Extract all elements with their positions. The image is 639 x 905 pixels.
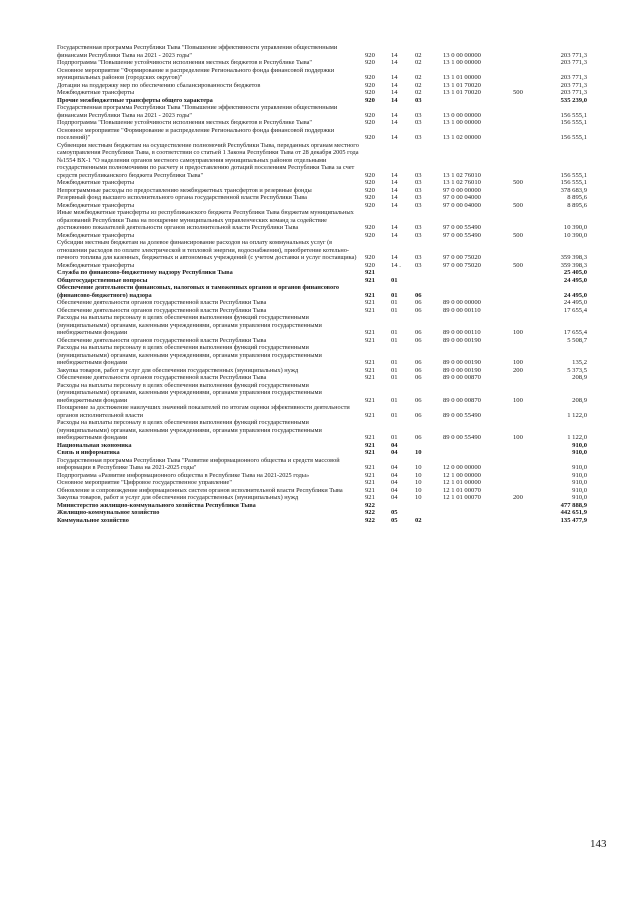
section-code: 01 bbox=[391, 396, 398, 404]
dept-code: 921 bbox=[365, 494, 375, 501]
subsection-code: 03 bbox=[415, 119, 422, 126]
dept-code: 921 bbox=[365, 486, 375, 494]
table-row bbox=[57, 67, 597, 82]
table-row bbox=[57, 59, 597, 67]
section-code: 05 bbox=[391, 516, 398, 524]
table-row bbox=[57, 419, 597, 442]
section-code: 14 bbox=[391, 51, 398, 59]
section-code: 14 bbox=[391, 231, 398, 239]
subsection-code: 02 bbox=[415, 74, 422, 81]
subsection-code: 06 bbox=[415, 396, 422, 404]
table-row bbox=[57, 502, 597, 510]
row-description: Прочие межбюджетные трансферты общего характера bbox=[57, 96, 213, 104]
section-code: 05 bbox=[391, 509, 398, 516]
dept-code: 920 bbox=[365, 81, 375, 89]
target-article-code: 97 0 00 00000 bbox=[443, 186, 481, 194]
section-code: 01 bbox=[391, 434, 398, 441]
target-article-code: 97 0 00 04000 bbox=[443, 201, 481, 209]
target-article-code: 12 1 00 00000 bbox=[443, 471, 481, 479]
target-article-code: 89 0 00 00190 bbox=[443, 366, 481, 374]
amount: 1 122,0 bbox=[567, 434, 587, 441]
subsection-code: 03 bbox=[415, 179, 422, 186]
section-code: 14 bbox=[391, 254, 398, 261]
subsection-code: 06 bbox=[415, 366, 422, 374]
row-description: Иные межбюджетные трансферты из республиканского бюджета Республики Тыва бюджетам муниципальных образований Республики Тыва на поощрение муниципальных управленческих команд за содействие достижению показателей деятельности органов исполнительной власти Республики Тыва bbox=[57, 209, 354, 231]
dept-code: 920 bbox=[365, 89, 375, 96]
table-row bbox=[57, 344, 597, 367]
expense-type-code: 200 bbox=[513, 366, 523, 374]
section-code: 14 bbox=[391, 81, 398, 89]
target-article-code: 13 1 00 00000 bbox=[443, 119, 481, 126]
amount: 1 122,0 bbox=[567, 411, 587, 419]
dept-code: 921 bbox=[365, 434, 375, 441]
dept-code: 921 bbox=[365, 374, 375, 381]
target-article-code: 89 0 00 00870 bbox=[443, 396, 481, 404]
section-code: 04 bbox=[391, 494, 398, 501]
dept-code: 922 bbox=[365, 509, 375, 516]
amount: 359 398,3 bbox=[560, 254, 587, 261]
table-row bbox=[57, 82, 597, 90]
section-code: 04 bbox=[391, 464, 398, 471]
row-description: Межбюджетные трансферты bbox=[57, 89, 135, 96]
target-article-code: 89 0 00 00110 bbox=[443, 306, 481, 314]
row-description: Государственная программа Республики Тыва "Повышение эффективности управления общественными финансами Республики Тыва на 2021 - 2023 годы" bbox=[57, 44, 338, 59]
table-row bbox=[57, 517, 597, 525]
amount: 203 771,3 bbox=[560, 81, 587, 89]
row-description: Расходы на выплаты персоналу в целях обеспечения выполнения функций государственными (муниципальными) органами, казенными учреждениями, органами управления государственными внебюджетными фондами bbox=[57, 419, 322, 441]
row-description: Служба по финансово-бюджетному надзору Республики Тыва bbox=[57, 269, 233, 276]
target-article-code: 12 1 01 00000 bbox=[443, 479, 481, 486]
table-row bbox=[57, 142, 597, 180]
target-article-code: 12 1 01 00070 bbox=[443, 494, 481, 501]
table-row bbox=[57, 367, 597, 375]
dept-code: 920 bbox=[365, 59, 375, 66]
subsection-code: 06 bbox=[415, 359, 422, 366]
dept-code: 922 bbox=[365, 501, 375, 509]
target-article-code: 89 0 00 00190 bbox=[443, 359, 481, 366]
table-row bbox=[57, 44, 597, 59]
section-code: 14 bbox=[391, 74, 398, 81]
subsection-code: 06 bbox=[415, 336, 422, 344]
table-row bbox=[57, 194, 597, 202]
section-code: 01 bbox=[391, 366, 398, 374]
row-description: Закупка товаров, работ и услуг для обеспечения государственных (муниципальных) нужд bbox=[57, 366, 299, 374]
dept-code: 920 bbox=[365, 51, 375, 59]
dept-code: 920 bbox=[365, 111, 375, 119]
section-code: 01 bbox=[391, 336, 398, 344]
target-article-code: 97 0 00 75020 bbox=[443, 261, 481, 269]
dept-code: 920 bbox=[365, 194, 375, 201]
row-description: Обеспечение деятельности органов государственной власти Республики Тыва bbox=[57, 336, 267, 344]
dept-code: 921 bbox=[365, 269, 375, 276]
section-code: 04 bbox=[391, 441, 398, 449]
row-description: Связь и информатика bbox=[57, 449, 120, 456]
dept-code: 921 bbox=[365, 441, 375, 449]
target-article-code: 13 1 01 70020 bbox=[443, 81, 481, 89]
section-code: 04 bbox=[391, 479, 398, 486]
dept-code: 921 bbox=[365, 306, 375, 314]
amount: 535 239,0 bbox=[560, 96, 587, 104]
dept-code: 920 bbox=[365, 261, 375, 269]
subsection-code: 06 bbox=[415, 329, 422, 336]
target-article-code: 97 0 00 55490 bbox=[443, 231, 481, 239]
section-code: 04 bbox=[391, 486, 398, 494]
subsection-code: 10 bbox=[415, 449, 422, 456]
row-description: Коммунальное хозяйство bbox=[57, 516, 129, 524]
amount: 156 555,1 bbox=[560, 134, 587, 141]
dept-code: 920 bbox=[365, 254, 375, 261]
row-description: Субвенции местным бюджетам на осуществление полномочий Республики Тыва, переданных органам местного самоуправления Республики Тыва, в соответствии со статьей 1 Закона Республики Тыва от 28 декабря 2005 года №1554 ВХ-1 "О наделении органов местного самоуправления муниципальных районов отдельными государственными полномочиями по расчету и предоставлению дотаций поселениям Республики Тыва за счет средств республиканского бюджета Республики Тыва" bbox=[57, 141, 359, 179]
table-row bbox=[57, 262, 597, 270]
expense-type-code: 100 bbox=[513, 359, 523, 366]
dept-code: 920 bbox=[365, 224, 375, 231]
table-row bbox=[57, 382, 597, 405]
row-description: Основное мероприятие "Формирование и распределение Регионального фонда финансовой поддержки муниципальных районов (городских округов)" bbox=[57, 66, 335, 81]
section-code: 14 bbox=[391, 179, 398, 186]
subsection-code: 02 bbox=[415, 516, 422, 524]
section-code: 04 bbox=[391, 449, 398, 456]
subsection-code: 10 bbox=[415, 494, 422, 501]
table-row bbox=[57, 457, 597, 472]
table-row bbox=[57, 509, 597, 517]
section-code: 04 bbox=[391, 471, 398, 479]
table-row bbox=[57, 449, 597, 457]
dept-code: 921 bbox=[365, 291, 375, 299]
row-description: Межбюджетные трансферты bbox=[57, 261, 135, 269]
subsection-code: 02 bbox=[415, 59, 422, 66]
section-code: 14 bbox=[391, 134, 398, 141]
dept-code: 921 bbox=[365, 299, 375, 306]
expense-type-code: 500 bbox=[513, 201, 523, 209]
table-row bbox=[57, 187, 597, 195]
row-description: Резервный фонд высшего исполнительного органа государственной власти Республики Тыва bbox=[57, 194, 307, 201]
table-row bbox=[57, 442, 597, 450]
section-code: 01 bbox=[391, 306, 398, 314]
table-row bbox=[57, 299, 597, 307]
section-code: 14 . bbox=[391, 261, 401, 269]
table-row bbox=[57, 472, 597, 480]
target-article-code: 13 1 01 00000 bbox=[443, 74, 481, 81]
table-row bbox=[57, 179, 597, 187]
row-description: Обеспечение деятельности органов государственной власти Республики Тыва bbox=[57, 299, 267, 306]
row-description: Межбюджетные трансферты bbox=[57, 201, 135, 209]
dept-code: 920 bbox=[365, 186, 375, 194]
amount: 17 655,4 bbox=[563, 306, 587, 314]
amount: 442 651,9 bbox=[560, 509, 587, 516]
amount: 156 555,1 bbox=[560, 171, 587, 179]
amount: 910,0 bbox=[572, 449, 587, 456]
expense-type-code: 500 bbox=[513, 261, 523, 269]
row-description: Министерство жилищно-коммунального хозяйства Республики Тыва bbox=[57, 501, 256, 509]
amount: 378 683,9 bbox=[560, 186, 587, 194]
dept-code: 921 bbox=[365, 479, 375, 486]
subsection-code: 06 bbox=[415, 306, 422, 314]
section-code: 14 bbox=[391, 59, 398, 66]
subsection-code: 02 bbox=[415, 51, 422, 59]
amount: 5 508,7 bbox=[567, 336, 587, 344]
dept-code: 921 bbox=[365, 411, 375, 419]
subsection-code: 10 bbox=[415, 479, 422, 486]
table-row bbox=[57, 277, 597, 285]
subsection-code: 03 bbox=[415, 254, 422, 261]
expense-type-code: 100 bbox=[513, 329, 523, 336]
subsection-code: 03 bbox=[415, 96, 422, 104]
table-row bbox=[57, 209, 597, 232]
table-row bbox=[57, 487, 597, 495]
target-article-code: 89 0 00 00000 bbox=[443, 299, 481, 306]
row-description: Расходы на выплаты персоналу в целях обеспечения выполнения функций государственными (муниципальными) органами, казенными учреждениями, органами управления государственными внебюджетными фондами bbox=[57, 314, 322, 336]
row-description: Подпрограмма «Развитие информационного общества в Республике Тыва на 2021-2025 годы» bbox=[57, 471, 310, 479]
row-description: Расходы на выплаты персоналу в целях обеспечения выполнения функций государственными (муниципальными) органами, казенными учреждениями, органами управления государственными внебюджетными фондами bbox=[57, 381, 322, 404]
target-article-code: 12 1 01 00070 bbox=[443, 486, 481, 494]
amount: 203 771,3 bbox=[560, 89, 587, 96]
amount: 156 555,1 bbox=[560, 111, 587, 119]
subsection-code: 10 bbox=[415, 464, 422, 471]
row-description: Обновление и сопровождение информационных систем органов исполнительной власти Республики Тыва bbox=[57, 486, 343, 494]
subsection-code: 03 bbox=[415, 201, 422, 209]
target-article-code: 13 1 00 00000 bbox=[443, 59, 481, 66]
subsection-code: 02 bbox=[415, 89, 422, 96]
row-description: Межбюджетные трансферты bbox=[57, 231, 135, 239]
subsection-code: 03 bbox=[415, 171, 422, 179]
dept-code: 921 bbox=[365, 366, 375, 374]
dept-code: 921 bbox=[365, 464, 375, 471]
row-description: Национальная экономика bbox=[57, 441, 132, 449]
amount: 135 477,9 bbox=[560, 516, 587, 524]
table-row bbox=[57, 494, 597, 502]
subsection-code: 10 bbox=[415, 471, 422, 479]
section-code: 01 bbox=[391, 374, 398, 381]
row-description: Дотации на поддержку мер по обеспечению сбалансированности бюджетов bbox=[57, 81, 261, 89]
amount: 208,9 bbox=[572, 374, 587, 381]
section-code: 14 bbox=[391, 119, 398, 126]
expense-type-code: 100 bbox=[513, 434, 523, 441]
amount: 24 495,0 bbox=[563, 291, 587, 299]
row-description: Основное мероприятие "Формирование и распределение Регионального фонда финансовой поддержки поселений)" bbox=[57, 126, 335, 141]
amount: 910,0 bbox=[572, 486, 587, 494]
table-row bbox=[57, 232, 597, 240]
target-article-code: 13 0 00 00000 bbox=[443, 111, 481, 119]
row-description: Общегосударственные вопросы bbox=[57, 276, 148, 284]
target-article-code: 13 1 02 00000 bbox=[443, 134, 481, 141]
section-code: 14 bbox=[391, 111, 398, 119]
dept-code: 920 bbox=[365, 74, 375, 81]
amount: 910,0 bbox=[572, 441, 587, 449]
dept-code: 920 bbox=[365, 134, 375, 141]
page-number: 143 bbox=[590, 838, 607, 850]
dept-code: 922 bbox=[365, 516, 375, 524]
dept-code: 920 bbox=[365, 171, 375, 179]
target-article-code: 97 0 00 55490 bbox=[443, 224, 481, 231]
section-code: 14 bbox=[391, 201, 398, 209]
amount: 135,2 bbox=[572, 359, 587, 366]
dept-code: 921 bbox=[365, 276, 375, 284]
row-description: Поощрение за достижение наилучших значений показателей по итогам оценки эффективности деятельности органов исполнительной власти bbox=[57, 404, 350, 419]
table-row bbox=[57, 269, 597, 277]
row-description: Основное мероприятие "Цифровое государственное управление" bbox=[57, 479, 232, 486]
dept-code: 921 bbox=[365, 359, 375, 366]
expense-type-code: 200 bbox=[513, 494, 523, 501]
section-code: 14 bbox=[391, 224, 398, 231]
subsection-code: 06 bbox=[415, 434, 422, 441]
amount: 208,9 bbox=[572, 396, 587, 404]
target-article-code: 13 1 02 76010 bbox=[443, 179, 481, 186]
row-description: Расходы на выплаты персоналу в целях обеспечения выполнения функций государственными (муниципальными) органами, казенными учреждениями, органами управления государственными внебюджетными фондами bbox=[57, 344, 322, 366]
section-code: 01 bbox=[391, 411, 398, 419]
amount: 24 495,0 bbox=[563, 299, 587, 306]
table-row bbox=[57, 337, 597, 345]
section-code: 01 bbox=[391, 291, 398, 299]
subsection-code: 03 bbox=[415, 224, 422, 231]
table-row bbox=[57, 89, 597, 97]
expense-type-code: 500 bbox=[513, 231, 523, 239]
amount: 203 771,3 bbox=[560, 59, 587, 66]
amount: 910,0 bbox=[572, 464, 587, 471]
subsection-code: 03 bbox=[415, 186, 422, 194]
section-code: 14 bbox=[391, 89, 398, 96]
table-row bbox=[57, 374, 597, 382]
section-code: 01 bbox=[391, 276, 398, 284]
row-description: Закупка товаров, работ и услуг для обеспечения государственных (муниципальных) нужд bbox=[57, 494, 299, 501]
dept-code: 920 bbox=[365, 201, 375, 209]
amount: 25 405,0 bbox=[563, 269, 587, 276]
subsection-code: 06 bbox=[415, 411, 422, 419]
table-row bbox=[57, 307, 597, 315]
section-code: 14 bbox=[391, 194, 398, 201]
section-code: 14 bbox=[391, 186, 398, 194]
table-row bbox=[57, 127, 597, 142]
target-article-code: 89 0 00 00190 bbox=[443, 336, 481, 344]
target-article-code: 89 0 00 55490 bbox=[443, 434, 481, 441]
amount: 8 895,6 bbox=[567, 194, 587, 201]
target-article-code: 13 1 01 70020 bbox=[443, 89, 481, 96]
row-description: Подпрограмма "Повышение устойчивости исполнения местных бюджетов в Республике Тыва" bbox=[57, 59, 312, 66]
target-article-code: 12 0 00 00000 bbox=[443, 464, 481, 471]
row-description: Обеспечение деятельности финансовых, налоговых и таможенных органов и органов финансового (финансово-бюджетного) надзора bbox=[57, 284, 340, 299]
target-article-code: 13 0 00 00000 bbox=[443, 51, 481, 59]
target-article-code: 97 0 00 04000 bbox=[443, 194, 481, 201]
target-article-code: 97 0 00 75020 bbox=[443, 254, 481, 261]
expense-type-code: 500 bbox=[513, 89, 523, 96]
row-description: Субсидии местным бюджетам на долевое финансирование расходов на оплату коммунальных услуг (в отношении расходов по оплате электрической и тепловой энергии, водоснабжения), приобретение котельно-печного топлива для казенных, бюджетных и автономных учреждений (с учетом доставки и услуг поставщика) bbox=[57, 239, 357, 261]
subsection-code: 03 bbox=[415, 261, 422, 269]
row-description: Государственная программа Республики Тыва "Повышение эффективности управления общественными финансами Республики Тыва на 2021 - 2023 годы" bbox=[57, 104, 338, 119]
row-description: Непрограммные расходы по предоставлению межбюджетных трансфертов и резервные фонды bbox=[57, 186, 312, 194]
subsection-code: 06 bbox=[415, 291, 422, 299]
section-code: 14 bbox=[391, 96, 398, 104]
budget-table bbox=[57, 44, 597, 524]
subsection-code: 06 bbox=[415, 299, 422, 306]
row-description: Обеспечение деятельности органов государственной власти Республики Тыва bbox=[57, 306, 267, 314]
dept-code: 920 bbox=[365, 119, 375, 126]
table-row bbox=[57, 314, 597, 337]
subsection-code: 02 bbox=[415, 81, 422, 89]
dept-code: 920 bbox=[365, 231, 375, 239]
expense-type-code: 500 bbox=[513, 179, 523, 186]
section-code: 01 bbox=[391, 329, 398, 336]
table-row bbox=[57, 284, 597, 299]
row-description: Государственная программа Республики Тыва "Развитие информационного общества и средств массовой информации в Республике Тыва на 2021-2025 годы" bbox=[57, 456, 340, 471]
table-row bbox=[57, 404, 597, 419]
dept-code: 920 bbox=[365, 179, 375, 186]
expense-type-code: 100 bbox=[513, 396, 523, 404]
target-article-code: 89 0 00 00870 bbox=[443, 374, 481, 381]
dept-code: 921 bbox=[365, 471, 375, 479]
amount: 203 771,3 bbox=[560, 74, 587, 81]
dept-code: 921 bbox=[365, 329, 375, 336]
dept-code: 920 bbox=[365, 96, 375, 104]
subsection-code: 03 bbox=[415, 134, 422, 141]
row-description: Подпрограмма "Повышение устойчивости исполнения местных бюджетов в Республике Тыва" bbox=[57, 119, 312, 126]
dept-code: 921 bbox=[365, 336, 375, 344]
amount: 477 888,9 bbox=[560, 501, 587, 509]
table-row bbox=[57, 239, 597, 262]
table-row bbox=[57, 104, 597, 119]
amount: 910,0 bbox=[572, 494, 587, 501]
row-description: Обеспечение деятельности органов государственной власти Республики Тыва bbox=[57, 374, 267, 381]
section-code: 14 bbox=[391, 171, 398, 179]
amount: 17 655,4 bbox=[563, 329, 587, 336]
amount: 156 555,1 bbox=[560, 179, 587, 186]
section-code: 01 bbox=[391, 299, 398, 306]
target-article-code: 89 0 00 55490 bbox=[443, 411, 481, 419]
target-article-code: 89 0 00 00110 bbox=[443, 329, 481, 336]
subsection-code: 03 bbox=[415, 194, 422, 201]
amount: 5 373,5 bbox=[567, 366, 587, 374]
table-row bbox=[57, 479, 597, 487]
amount: 910,0 bbox=[572, 471, 587, 479]
dept-code: 921 bbox=[365, 449, 375, 456]
subsection-code: 10 bbox=[415, 486, 422, 494]
amount: 10 390,0 bbox=[563, 231, 587, 239]
dept-code: 921 bbox=[365, 396, 375, 404]
row-description: Межбюджетные трансферты bbox=[57, 179, 135, 186]
table-row bbox=[57, 97, 597, 105]
amount: 10 390,0 bbox=[563, 224, 587, 231]
amount: 156 555,1 bbox=[560, 119, 587, 126]
row-description: Жилищно-коммунальное хозяйство bbox=[57, 509, 160, 516]
amount: 359 398,3 bbox=[560, 261, 587, 269]
amount: 203 771,3 bbox=[560, 51, 587, 59]
subsection-code: 06 bbox=[415, 374, 422, 381]
amount: 910,0 bbox=[572, 479, 587, 486]
subsection-code: 03 bbox=[415, 111, 422, 119]
section-code: 01 bbox=[391, 359, 398, 366]
subsection-code: 03 bbox=[415, 231, 422, 239]
target-article-code: 13 1 02 76010 bbox=[443, 171, 481, 179]
amount: 8 895,6 bbox=[567, 201, 587, 209]
amount: 24 495,0 bbox=[563, 276, 587, 284]
table-row bbox=[57, 119, 597, 127]
table-row bbox=[57, 202, 597, 210]
